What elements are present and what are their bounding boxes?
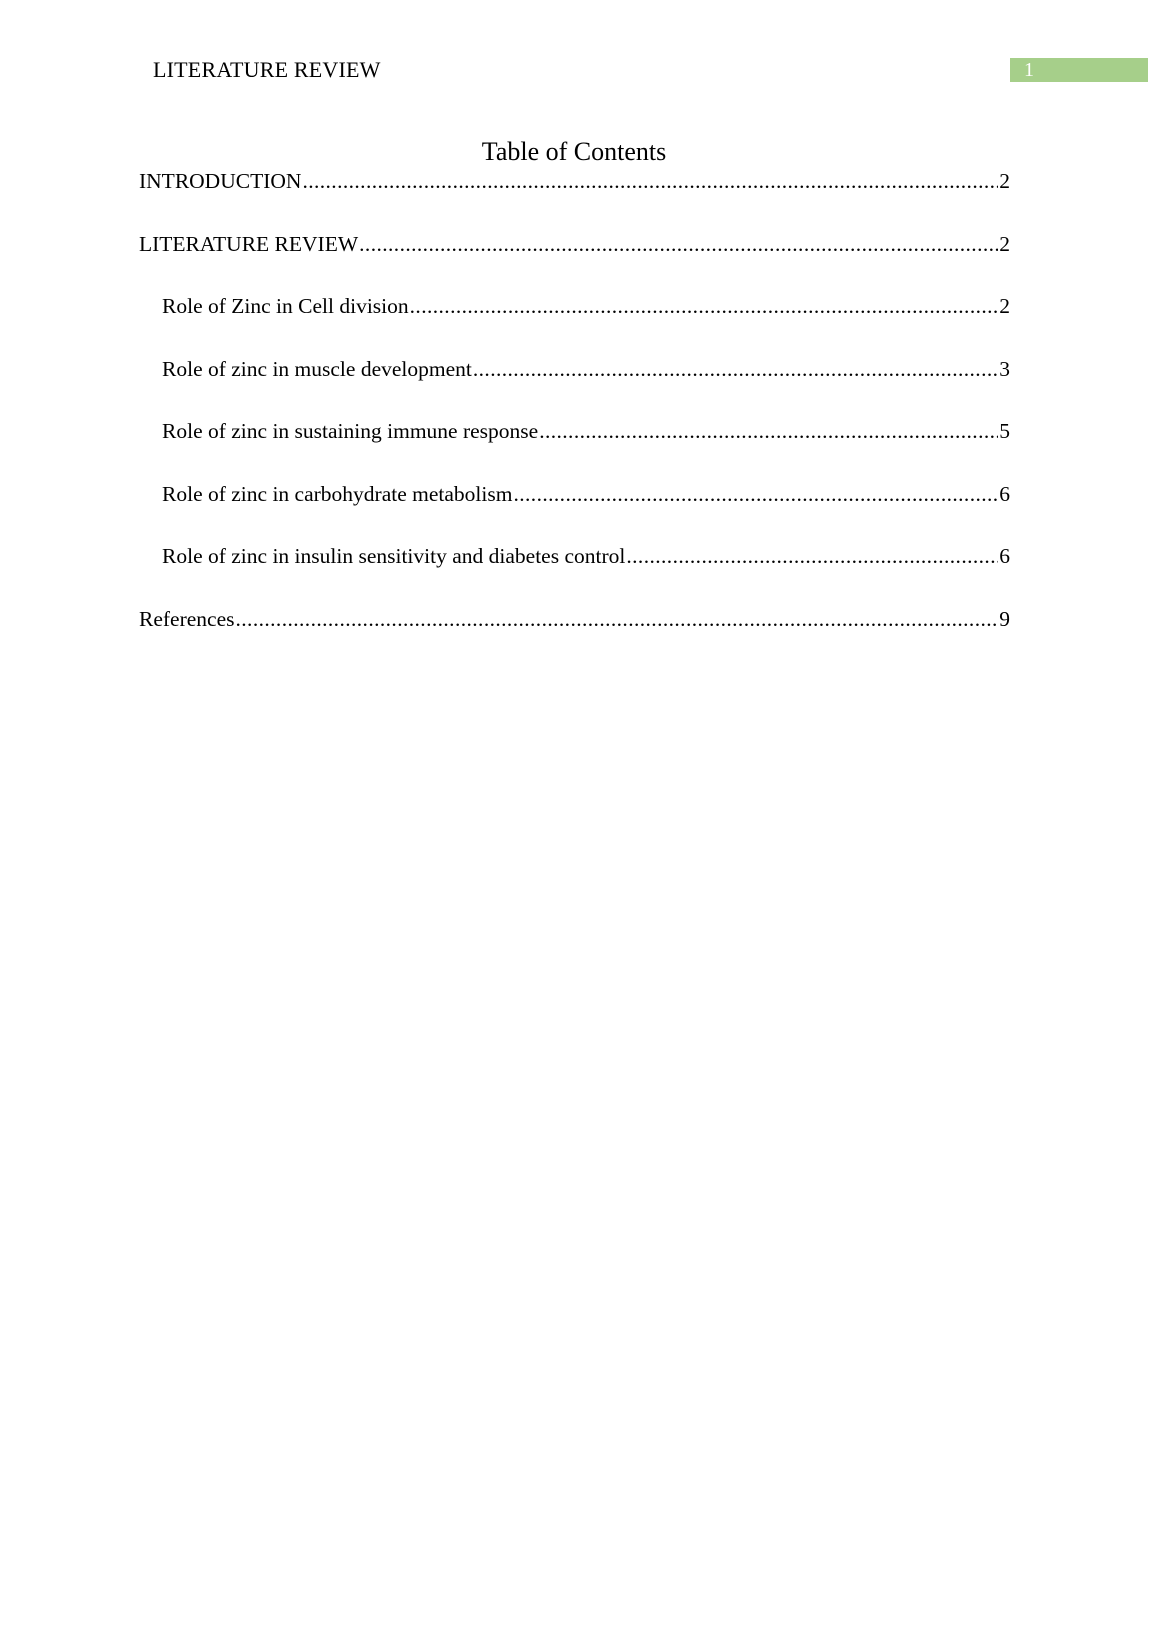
toc-entry-page: 2: [999, 232, 1010, 256]
toc-entry-literature-review[interactable]: [139, 231, 1010, 257]
toc-entry-label: Role of zinc in insulin sensitivity and diabetes control: [162, 544, 626, 568]
dot-leader: [236, 606, 999, 632]
dot-leader: [626, 543, 998, 569]
dot-leader: [473, 356, 998, 382]
toc-entry-page: 5: [999, 419, 1010, 443]
running-header-title: LITERATURE REVIEW: [153, 57, 381, 82]
toc-entry-cell-division[interactable]: [162, 293, 1010, 319]
toc-entry-label: Role of zinc in carbohydrate metabolism: [162, 482, 513, 506]
toc-entry-label: Role of Zinc in Cell division: [162, 294, 409, 318]
toc-entry-label: Role of zinc in sustaining immune response: [162, 419, 539, 443]
page-number: 1: [1024, 59, 1034, 81]
toc-entry-page: 6: [999, 482, 1010, 506]
toc-entry-page: 2: [999, 169, 1010, 193]
toc-entry-page: 2: [999, 294, 1010, 318]
dot-leader: [359, 231, 998, 257]
toc-entry-introduction[interactable]: [139, 168, 1010, 194]
toc-entry-page: 3: [999, 357, 1010, 381]
toc-entry-insulin-sensitivity[interactable]: [162, 543, 1010, 569]
toc-entry-label: INTRODUCTION: [139, 169, 302, 193]
toc-entry-label: References: [139, 607, 235, 631]
toc-entry-references[interactable]: [139, 606, 1010, 632]
toc-entry-carbohydrate-metabolism[interactable]: [162, 481, 1010, 507]
toc-entry-page: 9: [999, 607, 1010, 631]
dot-leader: [513, 481, 998, 507]
toc-entry-page: 6: [999, 544, 1010, 568]
dot-leader: [539, 418, 998, 444]
dot-leader: [410, 293, 999, 319]
toc-entry-label: LITERATURE REVIEW: [139, 232, 359, 256]
toc-entry-immune-response[interactable]: [162, 418, 1010, 444]
toc-heading: Table of Contents: [481, 137, 667, 166]
dot-leader: [302, 168, 998, 194]
toc-entry-label: Role of zinc in muscle development: [162, 357, 472, 381]
page-number-badge: [1010, 58, 1148, 82]
toc-entry-muscle-development[interactable]: [162, 356, 1010, 382]
